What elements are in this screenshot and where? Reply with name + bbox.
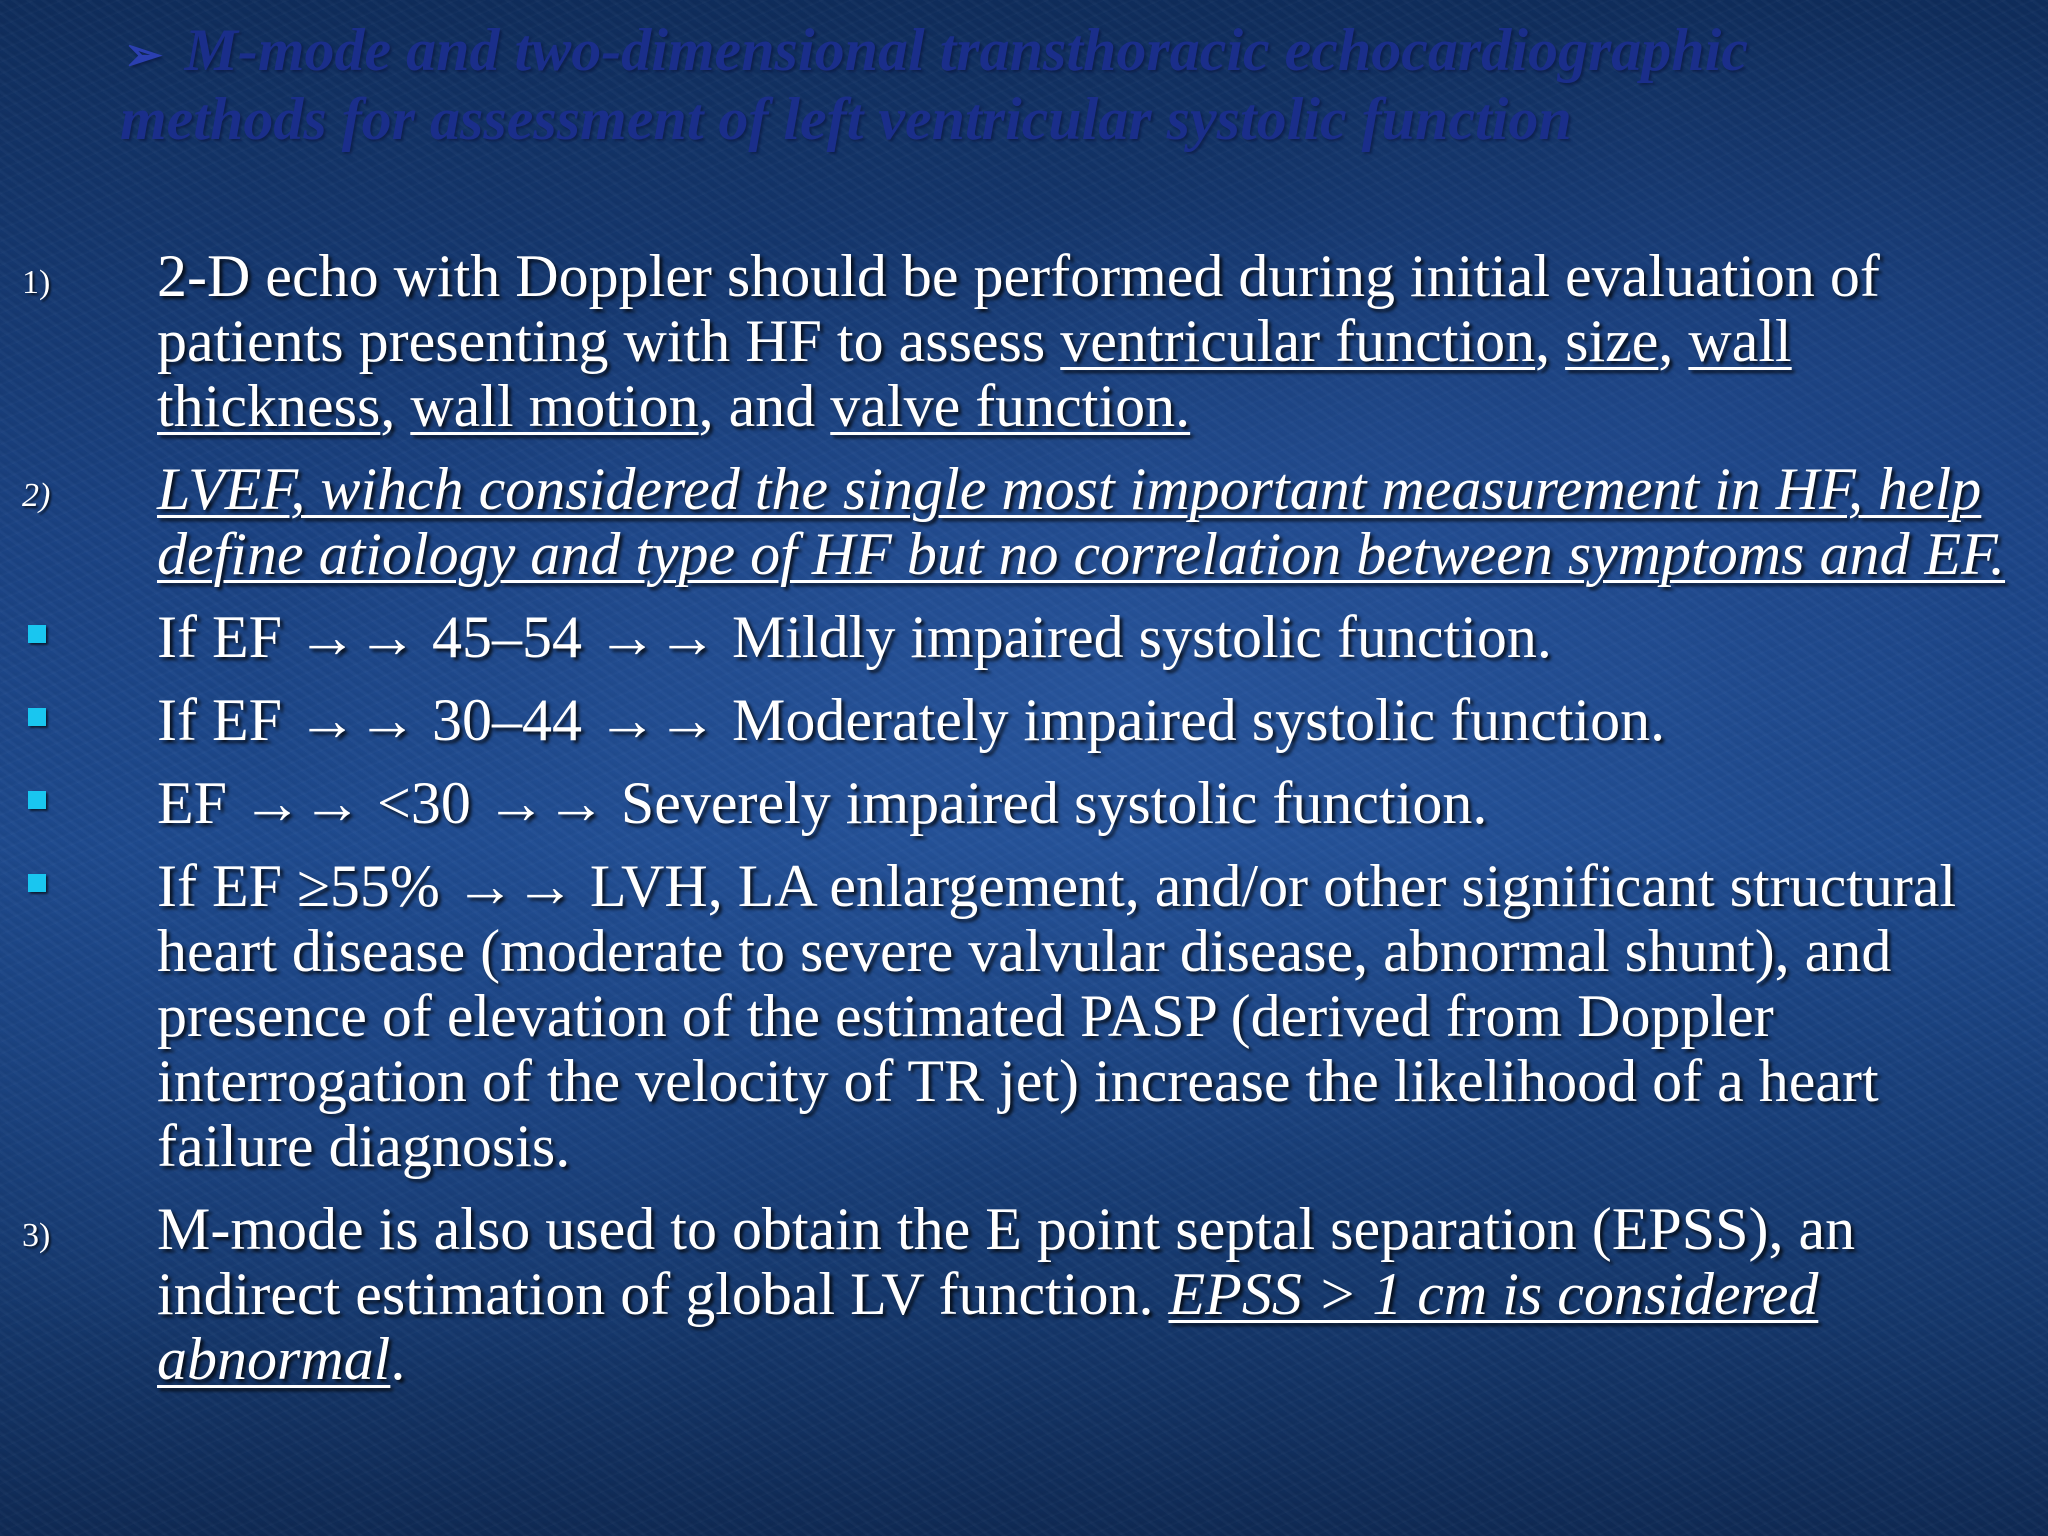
slide-body [0,244,2048,1392]
title-line-2: methods for assessment of left ventricular systolic function [120,86,1572,152]
title-line-1: M-mode and two-dimensional transthoracic echocardiographic [184,17,1748,83]
list-item-1 [0,244,2048,439]
underlined-term-valve-function: valve function. [830,373,1191,439]
item-text-lvef: LVEF, wihch considered the single most important measurement in HF, help define atiology and type of HF but no correlation between symptoms and EF. [157,456,2006,587]
separator: . [390,1326,406,1392]
separator: , [1535,308,1566,374]
list-item-3 [0,1197,2048,1392]
square-bullet-icon [28,625,46,643]
square-bullet-icon [28,791,46,809]
item-text: If EF ≥55% →→ LVH, LA enlargement, and/or other significant structural heart disease (moderate to severe valvular disease, abnormal shunt), and presence of elevation of the estimated PASP (derived from Doppler interrogation of the velocity of TR jet) increase the likelihood of a heart failure diagnosis. [157,853,1957,1179]
list-number: 2) [22,477,51,514]
underlined-term-ventricular-function: ventricular function [1060,308,1536,374]
square-bullet-icon [28,708,46,726]
item-text: 2-D echo with Doppler should be performed during initial evaluation of patients presenting with HF to assess [157,243,1880,374]
underlined-term-epss: EPSS > 1 cm is considered abnormal [157,1261,1819,1392]
underlined-term-size: size [1565,308,1659,374]
item-text: If EF →→ 30–44 →→ Moderately impaired systolic function. [157,687,1666,753]
list-item-2 [0,457,2048,587]
underlined-term-wall-motion: wall motion [410,373,699,439]
separator: , [380,373,411,439]
slide-title [120,17,2004,152]
list-number: 1) [22,264,51,301]
arrow-bullet-icon: ➢ [124,29,163,80]
item-text: EF →→ <30 →→ Severely impaired systolic function. [157,770,1488,836]
item-text: M-mode is also used to obtain the E point septal separation (EPSS), an indirect estimation of global LV function. [157,1196,1856,1327]
underlined-term-wall-thickness: wall thickness [157,308,1792,439]
separator: , [1658,308,1689,374]
bullet-item-moderate [0,688,2048,753]
bullet-item-severe [0,771,2048,836]
item-text: If EF →→ 45–54 →→ Mildly impaired systolic function. [157,604,1552,670]
list-number: 3) [22,1217,51,1254]
square-bullet-icon [28,874,46,892]
bullet-item-mild [0,605,2048,670]
bullet-item-preserved [0,854,2048,1179]
separator: , and [698,373,831,439]
